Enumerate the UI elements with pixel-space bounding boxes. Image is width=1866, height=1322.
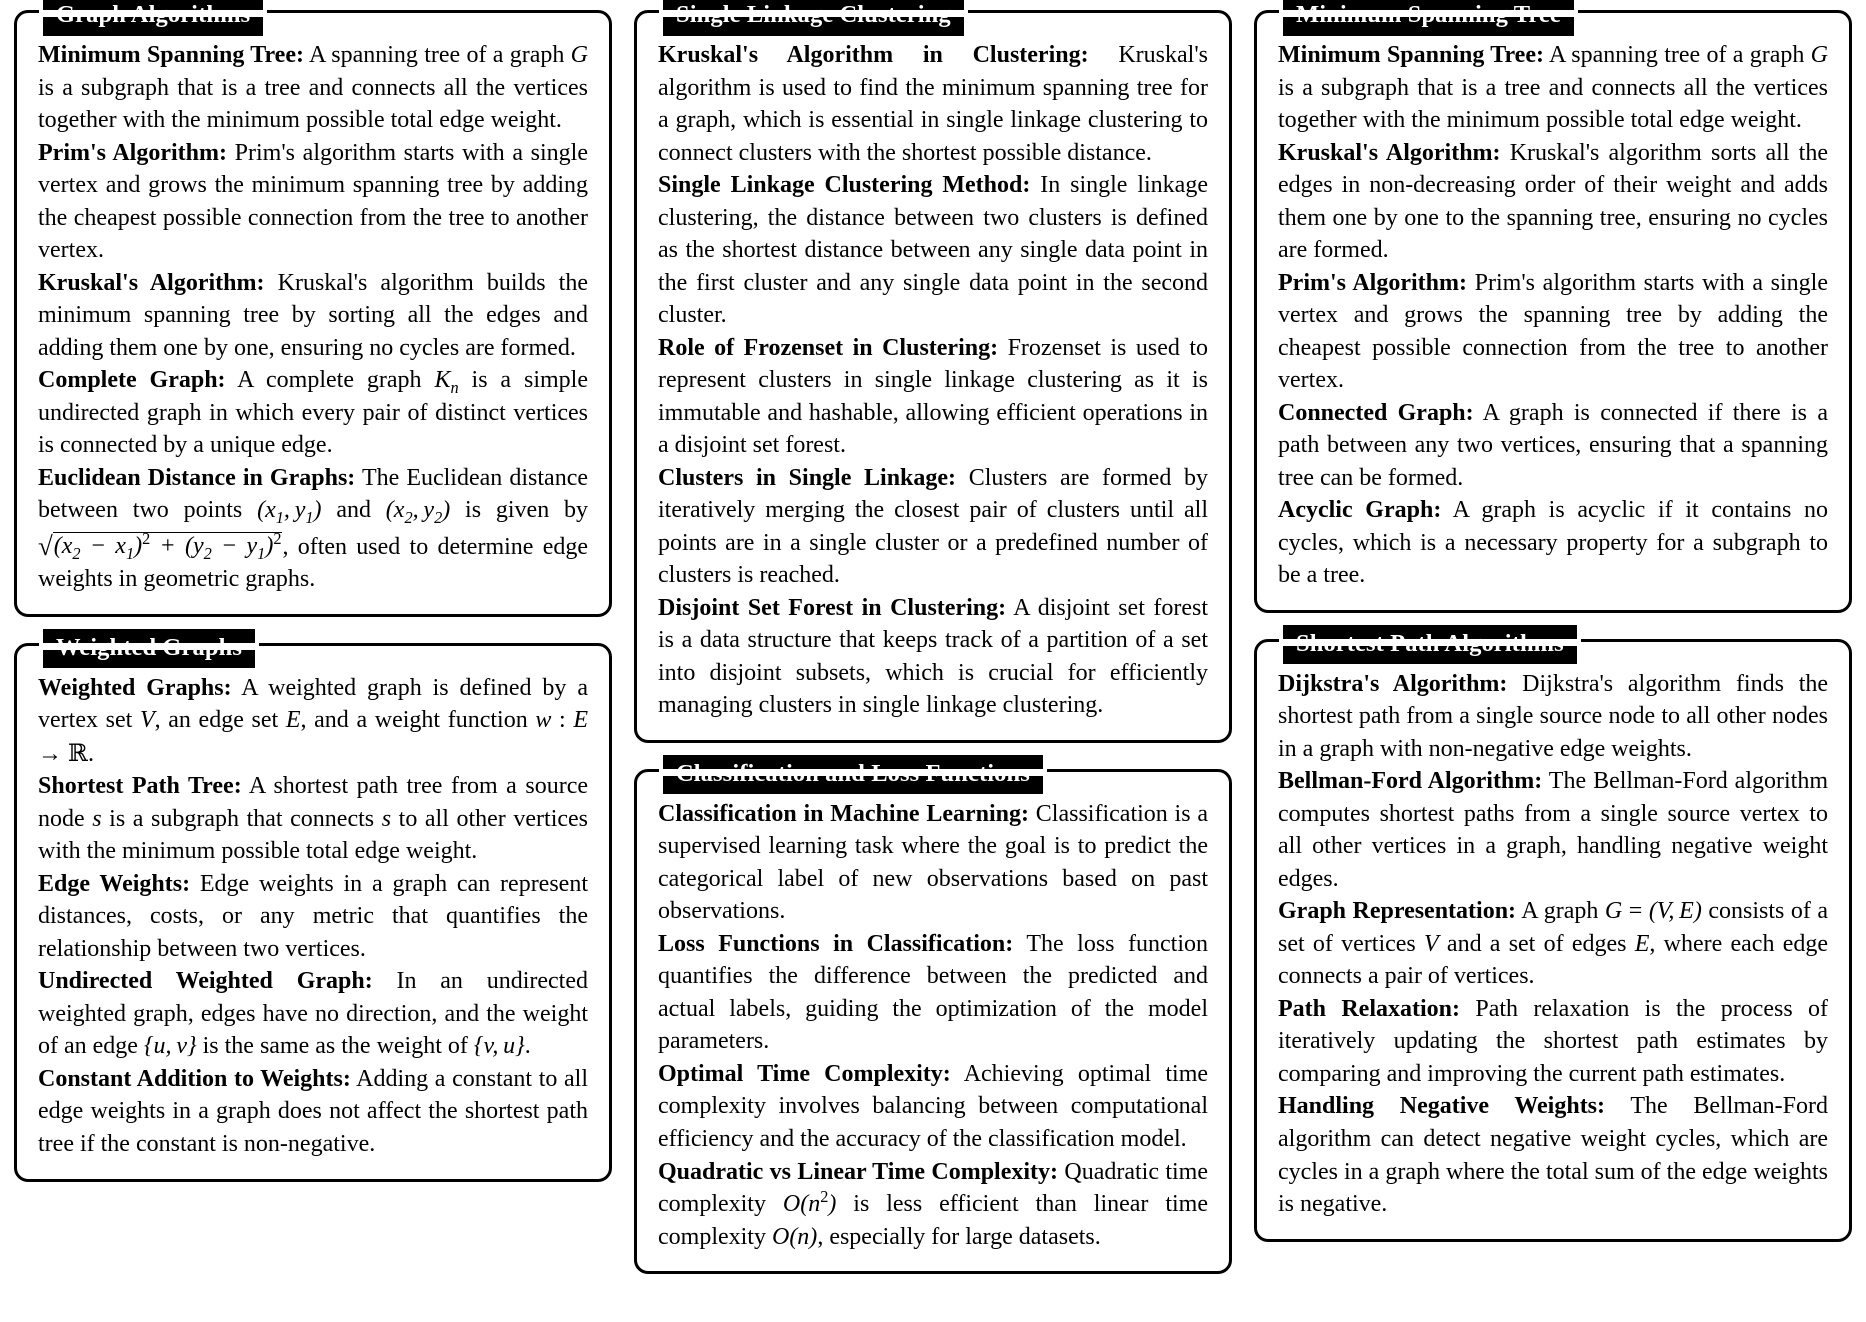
- entry-kruskals-algorithm: [1278, 137, 1828, 267]
- entry-text: The Bellman-Ford algorithm computes shortest paths from a single source vertex to all other vertices in a graph, handling negative weight edges.: [1278, 768, 1828, 892]
- entry-list: [38, 672, 588, 1161]
- entry-term: Minimum Spanning Tree:: [38, 42, 304, 68]
- entry-term: Disjoint Set Forest in Clustering:: [658, 594, 1007, 621]
- box-minimum-spanning-tree: [1254, 1, 1852, 613]
- entry-clusters-in-single-linkage: [658, 462, 1208, 592]
- entry-text: A spanning tree of a graph G is a subgraph that is a tree and connects all the vertices together with the minimum possible total edge weight.: [1278, 42, 1829, 134]
- entry-handling-negative-weights: [1278, 1090, 1828, 1220]
- entry-text: Kruskal's algorithm builds the minimum spanning tree by sorting all the edges and adding them one by one, ensuring no cycles are formed.: [38, 269, 589, 361]
- entry-text: Prim's algorithm starts with a single vertex and grows the spanning tree by adding the cheapest possible connection from the tree to another vertex.: [1278, 269, 1829, 394]
- entry-term: Euclidean Distance in Graphs:: [38, 464, 356, 491]
- entry-term: Acyclic Graph:: [1278, 497, 1442, 524]
- entry-loss-functions-in-classification: [658, 928, 1208, 1058]
- entry-text: A graph is connected if there is a path between any two vertices, ensuring that a spanning tree can be formed.: [1278, 399, 1828, 491]
- entry-term: Single Linkage Clustering Method:: [658, 172, 1031, 199]
- entry-term: Handling Negative Weights:: [1278, 1093, 1606, 1120]
- entry-term: Minimum Spanning Tree:: [1278, 42, 1544, 68]
- entry-classification-in-machine-learning: [658, 798, 1208, 928]
- entry-term: Kruskal's Algorithm in Clustering:: [658, 42, 1089, 68]
- box-single-linkage-clustering: [634, 1, 1232, 743]
- entry-term: Undirected Weighted Graph:: [38, 968, 373, 995]
- box-title-shortest-path-algorithms: Shortest Path Algorithms: [1283, 625, 1577, 665]
- column-left: [14, 1, 612, 1182]
- entry-bellman-ford-algorithm: [1278, 765, 1828, 895]
- entry-term: Loss Functions in Classification:: [658, 930, 1014, 957]
- entry-term: Classification in Machine Learning:: [658, 800, 1030, 827]
- entry-text: Path relaxation is the process of iteratively updating the shortest path estimates by comparing and improving the current path estimates.: [1278, 995, 1829, 1087]
- entry-text: A disjoint set forest is a data structure that keeps track of a partition of a set into disjoint subsets, which is crucial for efficiently managing clusters in single linkage clustering.: [658, 594, 1208, 719]
- box-title-minimum-spanning-tree: Minimum Spanning Tree: [1283, 0, 1574, 36]
- entry-text: The loss function quantifies the difference between the predicted and actual labels, guiding the optimization of the model parameters.: [658, 930, 1208, 1055]
- entry-kruskals-algorithm: [38, 267, 588, 365]
- entry-text: A weighted graph is defined by a vertex set V, an edge set E, and a weight function w : E → ℝ.: [38, 674, 589, 767]
- column-right: [1254, 1, 1852, 1242]
- entry-weighted-graphs: [38, 672, 588, 771]
- entry-term: Complete Graph:: [38, 367, 226, 394]
- entry-complete-graph: [38, 364, 588, 462]
- box-weighted-graphs: [14, 633, 612, 1182]
- entry-text: Classification is a supervised learning task where the goal is to predict the categorical label of new observations based on past observations.: [658, 800, 1208, 925]
- entry-term: Edge Weights:: [38, 870, 191, 897]
- box-title-weighted-graphs: Weighted Graphs: [43, 629, 255, 669]
- entry-term: Graph Representation:: [1278, 898, 1517, 925]
- entry-acyclic-graph: [1278, 494, 1828, 592]
- entry-text: Dijkstra's algorithm finds the shortest path from a single source node to all other nodes in a graph with non-negative edge weights.: [1278, 670, 1829, 762]
- euclidean-distance-formula: $√(x_2 - x_1)^2 + (y_2 - y_1)^2$: [38, 529, 282, 564]
- entry-term: Quadratic vs Linear Time Complexity:: [658, 1158, 1059, 1185]
- entry-text: A complete graph $K_n$ is a simple undirected graph in which every pair of distinct vertices is connected by a unique edge.: [38, 367, 588, 459]
- entry-quadratic-vs-linear-time-complexity: [658, 1156, 1208, 1254]
- entry-term: Shortest Path Tree:: [38, 773, 242, 800]
- entry-list: [1278, 39, 1828, 592]
- entry-list: [38, 39, 588, 596]
- entry-term: Weighted Graphs:: [38, 674, 232, 701]
- entry-prims-algorithm: [38, 137, 588, 267]
- entry-term: Role of Frozenset in Clustering:: [658, 334, 999, 361]
- entry-constant-addition-to-weights: [38, 1063, 588, 1161]
- entry-dijkstras-algorithm: [1278, 668, 1828, 766]
- entry-text: Prim's algorithm starts with a single vertex and grows the minimum spanning tree by adding the cheapest possible connection from the tree to another vertex.: [38, 139, 589, 264]
- entry-disjoint-set-forest: [658, 592, 1208, 722]
- entry-text: A shortest path tree from a source node s is a subgraph that connects s to all other vertices with the minimum possible total edge weight.: [38, 773, 589, 865]
- entry-role-of-frozenset: [658, 332, 1208, 462]
- entry-text: The Euclidean distance between two points ($x_1$, $y_1$) and ($x_2$, $y_2$) is given by $√(x_2 - x_1)^2 + (y_2 - y_1)^2$, often used to determine edge weights in geometric graphs.: [38, 464, 588, 593]
- entry-shortest-path-tree: [38, 770, 588, 868]
- entry-text: In an undirected weighted graph, edges have no direction, and the weight of an edge {u, v} is the same as the weight of {v, u}.: [38, 968, 589, 1060]
- entry-term: Connected Graph:: [1278, 399, 1474, 426]
- entry-text: Kruskal's algorithm is used to find the minimum spanning tree for a graph, which is essential in single linkage clustering to connect clusters with the shortest possible distance.: [658, 42, 1208, 166]
- entry-term: Kruskal's Algorithm:: [38, 269, 265, 296]
- entry-minimum-spanning-tree: [38, 39, 588, 137]
- entry-text: Edge weights in a graph can represent distances, costs, or any metric that quantifies the relationship between two vertices.: [38, 870, 588, 962]
- box-shortest-path-algorithms: [1254, 629, 1852, 1242]
- entry-optimal-time-complexity: [658, 1058, 1208, 1156]
- entry-term: Prim's Algorithm:: [1278, 269, 1467, 296]
- entry-text: A spanning tree of a graph G is a subgraph that is a tree and connects all the vertices together with the minimum possible total edge weight.: [38, 42, 589, 134]
- entry-term: Optimal Time Complexity:: [658, 1060, 951, 1087]
- entry-term: Prim's Algorithm:: [38, 139, 227, 166]
- box-title-graph-algorithms: Graph Algorithms: [43, 0, 263, 36]
- column-middle: [634, 1, 1232, 1274]
- entry-undirected-weighted-graph: [38, 965, 588, 1063]
- entry-term: Kruskal's Algorithm:: [1278, 139, 1501, 166]
- entry-text: In single linkage clustering, the distance between two clusters is defined as the shortest distance between any single data point in the first cluster and any single data point in the second cluster.: [658, 172, 1208, 329]
- entry-euclidean-distance: [38, 462, 588, 596]
- entry-term: Bellman-Ford Algorithm:: [1278, 768, 1543, 795]
- entry-prims-algorithm: [1278, 267, 1828, 397]
- box-graph-algorithms: [14, 1, 612, 617]
- box-title-single-linkage-clustering: Single Linkage Clustering: [663, 0, 964, 36]
- entry-text: Adding a constant to all edge weights in a graph does not affect the shortest path tree if the constant is non-negative.: [38, 1065, 588, 1157]
- entry-minimum-spanning-tree: [1278, 39, 1828, 137]
- entry-graph-representation: [1278, 895, 1828, 993]
- box-classification-and-loss-functions: [634, 759, 1232, 1274]
- entry-term: Constant Addition to Weights:: [38, 1065, 351, 1092]
- entry-term: Clusters in Single Linkage:: [658, 464, 957, 491]
- entry-path-relaxation: [1278, 993, 1828, 1091]
- entry-edge-weights: [38, 868, 588, 966]
- entry-text: Kruskal's algorithm sorts all the edges in non-decreasing order of their weight and adds them one by one to the spanning tree, ensuring no cycles are formed.: [1278, 139, 1828, 264]
- entry-text: Quadratic time complexity $O(n^2)$ is less efficient than linear time complexity O(n), especially for large datasets.: [658, 1158, 1208, 1250]
- entry-kruskals-algorithm-in-clustering: [658, 39, 1208, 169]
- entry-text: A graph G = (V, E) consists of a set of vertices V and a set of edges E, where each edge connects a pair of vertices.: [1278, 898, 1829, 990]
- entry-list: [1278, 668, 1828, 1221]
- box-title-classification-and-loss-functions: Classification and Loss Functions: [663, 755, 1043, 795]
- entry-text: Frozenset is used to represent clusters in single linkage clustering as it is immutable and hashable, allowing efficient operations in a disjoint set forest.: [658, 334, 1208, 459]
- entry-text: The Bellman-Ford algorithm can detect negative weight cycles, which are cycles in a graph where the total sum of the edge weights is negative.: [1278, 1093, 1828, 1218]
- entry-text: Clusters are formed by iteratively merging the closest pair of clusters until all points are in a single cluster or a predefined number of clusters is reached.: [658, 464, 1208, 589]
- entry-list: [658, 798, 1208, 1253]
- entry-connected-graph: [1278, 397, 1828, 495]
- entry-list: [658, 39, 1208, 722]
- column-container: [14, 1, 1852, 1312]
- entry-text: A graph is acyclic if it contains no cycles, which is a necessary property for a subgraph to be a tree.: [1278, 497, 1828, 589]
- entry-term: Path Relaxation:: [1278, 995, 1460, 1022]
- entry-single-linkage-clustering-method: [658, 169, 1208, 332]
- entry-text: Achieving optimal time complexity involves balancing between computational efficiency and the accuracy of the classification model.: [658, 1060, 1209, 1152]
- entry-term: Dijkstra's Algorithm:: [1278, 670, 1508, 697]
